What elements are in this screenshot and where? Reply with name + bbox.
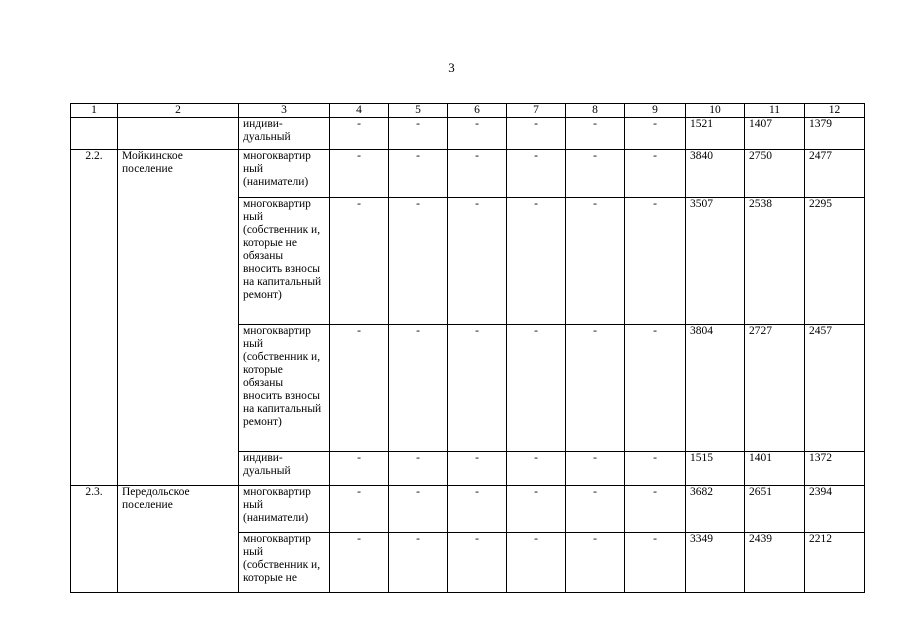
empty-value-cell: - (389, 198, 448, 325)
empty-value-cell: - (507, 325, 566, 452)
empty-value-cell: - (330, 198, 389, 325)
column-header: 1 (71, 104, 118, 118)
empty-value-cell: - (507, 150, 566, 198)
housing-type-cell: многоквартир ный (собственник и, которые не обязаны вносить взносы на капитальный ремонт) (239, 198, 330, 325)
housing-type-cell: многоквартир ный (собственник и, которые обязаны вносить взносы на капитальный ремонт) (239, 325, 330, 452)
empty-value-cell: - (389, 486, 448, 533)
value-cell: 1379 (805, 118, 865, 150)
tariff-table (70, 103, 865, 593)
empty-value-cell: - (330, 533, 389, 593)
housing-type-cell: многоквартир ный (собственник и, которые не (239, 533, 330, 593)
value-cell: 3840 (686, 150, 745, 198)
value-cell: 1521 (686, 118, 745, 150)
empty-value-cell: - (566, 486, 625, 533)
empty-value-cell: - (389, 150, 448, 198)
empty-value-cell: - (330, 452, 389, 486)
settlement-cell: Передольское поселение (118, 486, 239, 593)
empty-value-cell: - (389, 325, 448, 452)
housing-type-cell (239, 452, 330, 486)
empty-value-cell: - (330, 150, 389, 198)
value-cell: 2727 (745, 325, 805, 452)
housing-type-text: индиви- дуальный (243, 452, 291, 477)
empty-value-cell: - (448, 533, 507, 593)
header-row (71, 104, 865, 118)
value-cell: 1515 (686, 452, 745, 486)
value-cell: 3349 (686, 533, 745, 593)
value-cell: 2477 (805, 150, 865, 198)
column-header: 5 (389, 104, 448, 118)
column-header: 3 (239, 104, 330, 118)
value-cell: 2538 (745, 198, 805, 325)
empty-value-cell: - (448, 325, 507, 452)
empty-value-cell: - (448, 452, 507, 486)
column-header: 4 (330, 104, 389, 118)
value-cell: 2439 (745, 533, 805, 593)
empty-value-cell: - (389, 118, 448, 150)
value-cell: 3804 (686, 325, 745, 452)
empty-value-cell: - (448, 150, 507, 198)
column-header: 7 (507, 104, 566, 118)
empty-value-cell: - (625, 198, 686, 325)
empty-value-cell: - (625, 150, 686, 198)
table-row (71, 150, 865, 198)
empty-value-cell: - (625, 325, 686, 452)
housing-type-text: индиви- дуальный (243, 118, 291, 143)
value-cell: 2651 (745, 486, 805, 533)
empty-value-cell: - (566, 533, 625, 593)
housing-type-cell (239, 118, 330, 150)
table-row (71, 118, 865, 150)
empty-value-cell: - (507, 452, 566, 486)
value-cell: 1372 (805, 452, 865, 486)
empty-value-cell: - (507, 198, 566, 325)
row-number-cell (71, 118, 118, 150)
empty-value-cell: - (389, 452, 448, 486)
empty-value-cell: - (448, 118, 507, 150)
value-cell: 2295 (805, 198, 865, 325)
column-header: 8 (566, 104, 625, 118)
settlement-cell: Мойкинское поселение (118, 150, 239, 486)
table-row (71, 486, 865, 533)
empty-value-cell: - (625, 533, 686, 593)
empty-value-cell: - (330, 118, 389, 150)
empty-value-cell: - (448, 486, 507, 533)
empty-value-cell: - (566, 452, 625, 486)
page-number: 3 (448, 60, 455, 75)
column-header: 9 (625, 104, 686, 118)
column-header: 6 (448, 104, 507, 118)
empty-value-cell: - (507, 118, 566, 150)
value-cell: 3682 (686, 486, 745, 533)
empty-value-cell: - (507, 486, 566, 533)
empty-value-cell: - (625, 486, 686, 533)
settlement-cell (118, 118, 239, 150)
housing-type-cell: многоквартир ный (наниматели) (239, 150, 330, 198)
empty-value-cell: - (566, 118, 625, 150)
empty-value-cell: - (448, 198, 507, 325)
empty-value-cell: - (330, 325, 389, 452)
row-number-cell: 2.3. (71, 486, 118, 593)
empty-value-cell: - (625, 118, 686, 150)
empty-value-cell: - (330, 486, 389, 533)
empty-value-cell: - (566, 150, 625, 198)
empty-value-cell: - (566, 325, 625, 452)
value-cell: 2212 (805, 533, 865, 593)
empty-value-cell: - (389, 533, 448, 593)
value-cell: 3507 (686, 198, 745, 325)
value-cell: 2394 (805, 486, 865, 533)
row-number-cell: 2.2. (71, 150, 118, 486)
column-header: 10 (686, 104, 745, 118)
value-cell: 2750 (745, 150, 805, 198)
empty-value-cell: - (566, 198, 625, 325)
housing-type-cell: многоквартир ный (наниматели) (239, 486, 330, 533)
empty-value-cell: - (625, 452, 686, 486)
column-header: 2 (118, 104, 239, 118)
empty-value-cell: - (507, 533, 566, 593)
value-cell: 1401 (745, 452, 805, 486)
column-header: 12 (805, 104, 865, 118)
value-cell: 1407 (745, 118, 805, 150)
column-header: 11 (745, 104, 805, 118)
value-cell: 2457 (805, 325, 865, 452)
